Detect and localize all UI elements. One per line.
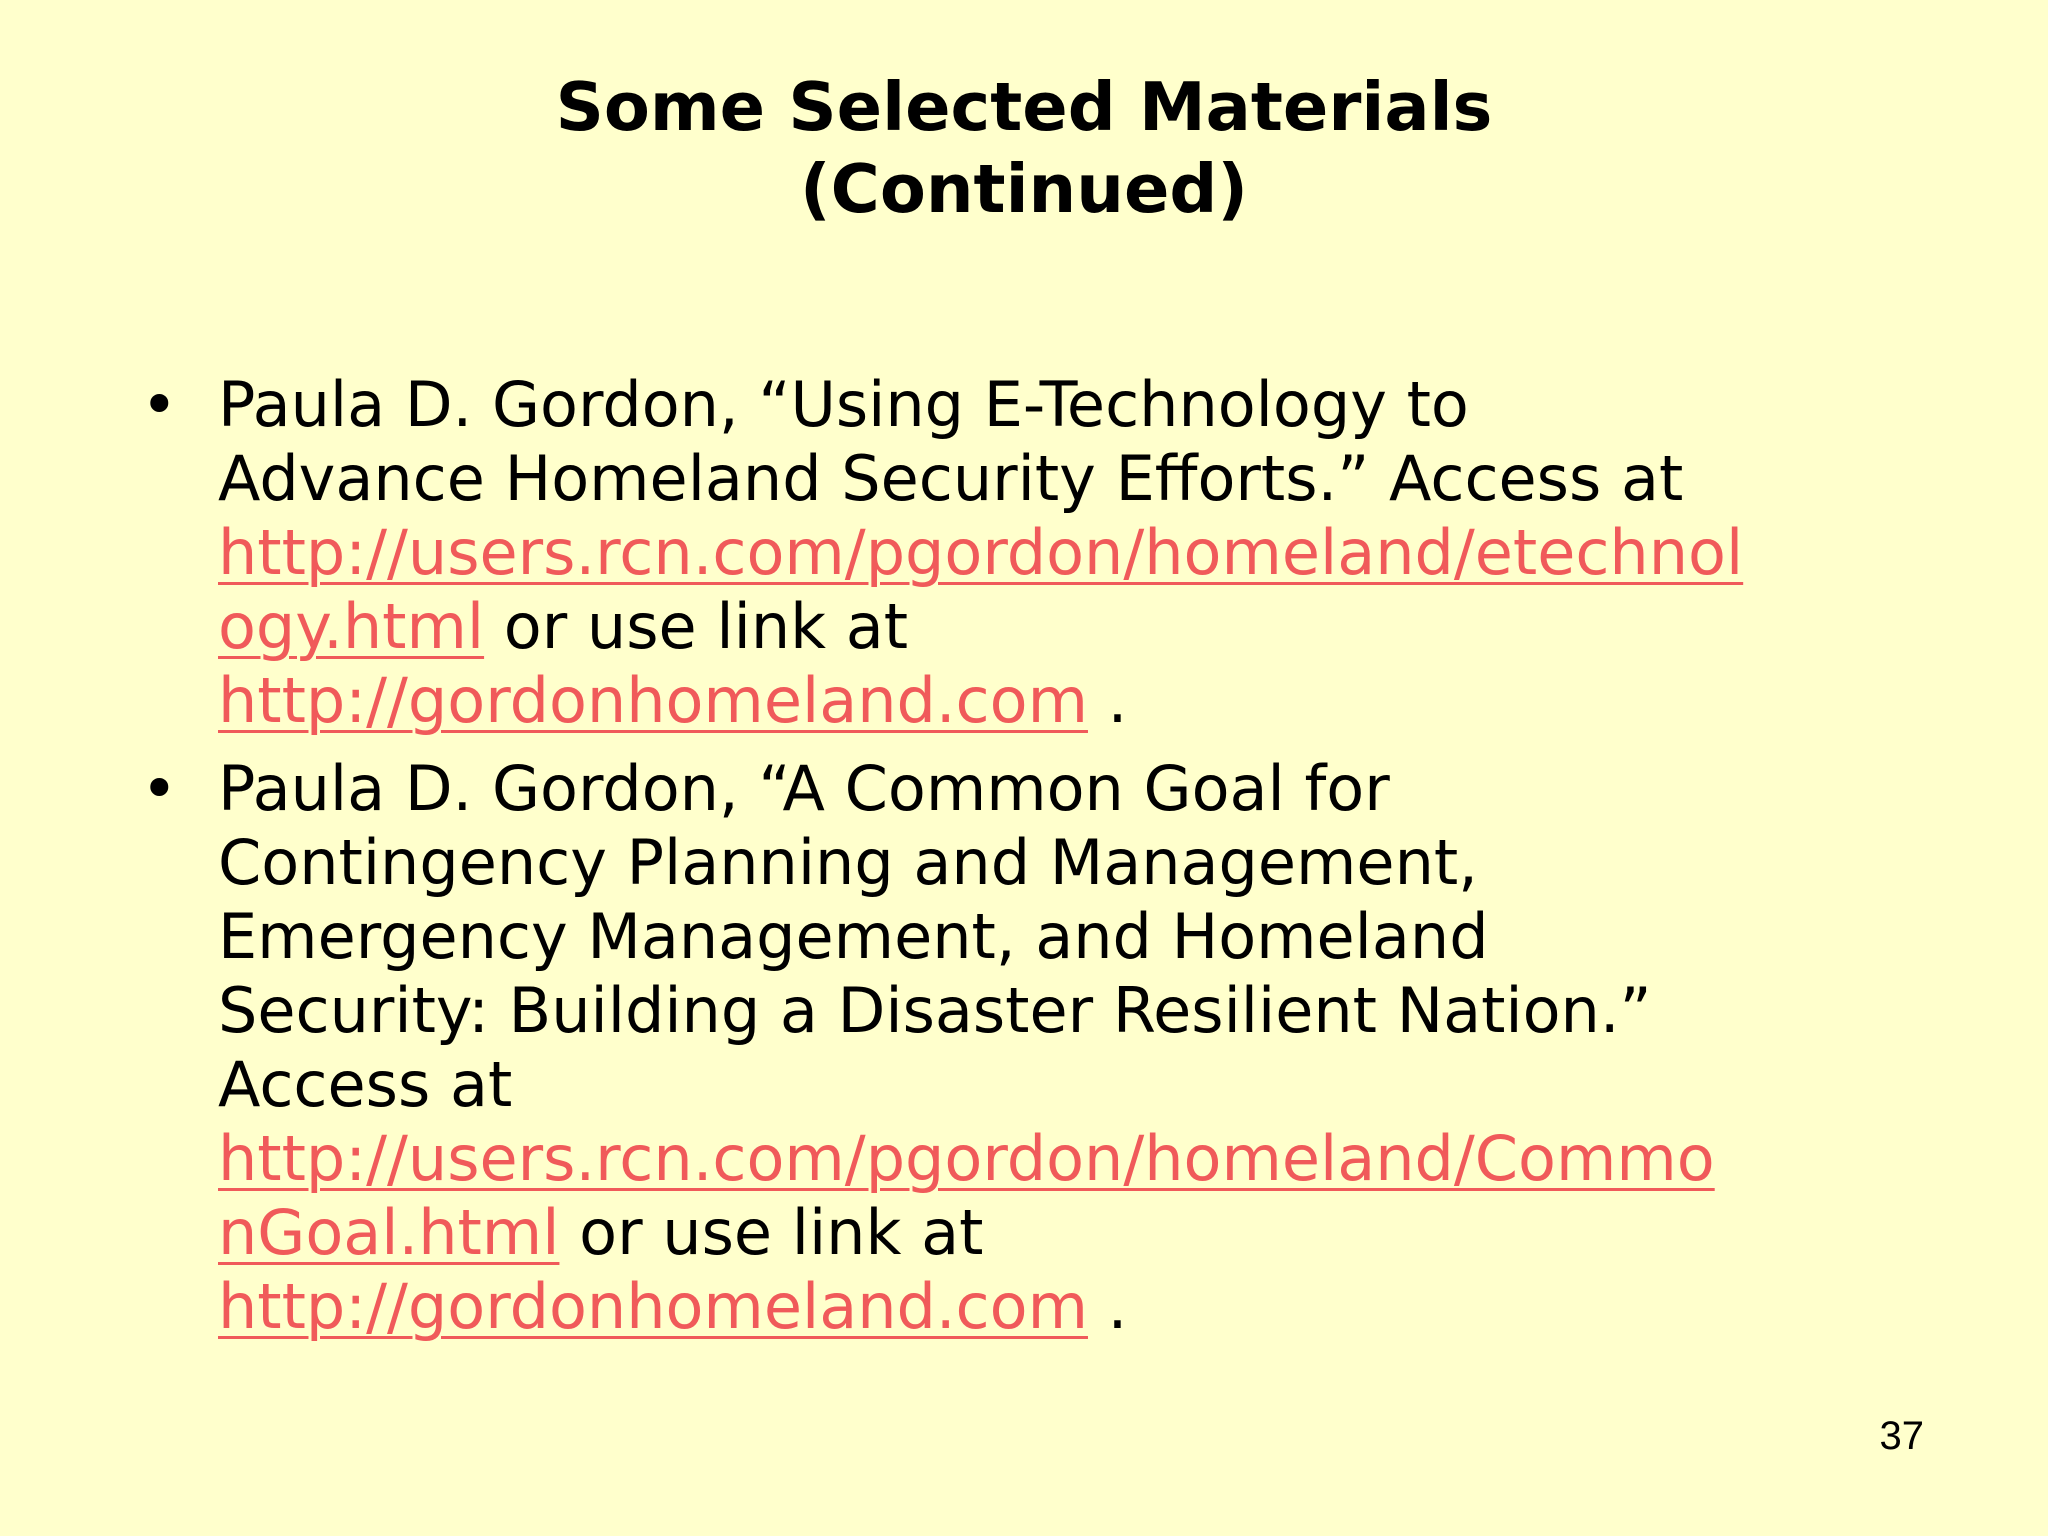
- slide-title-line-1: Some Selected Materials: [555, 68, 1493, 146]
- bullet-2-line-1: Paula D. Gordon, “A Common Goal for: [218, 752, 1390, 825]
- bullet-dot-1: •: [141, 368, 178, 441]
- gordonhomeland-link-2[interactable]: http://gordonhomeland.com: [218, 1270, 1088, 1343]
- slide-title: [0, 66, 2048, 230]
- slide-title-line-2: (Continued): [800, 150, 1248, 228]
- bullet-1-period: .: [1087, 664, 1128, 737]
- bullet-2-line-4: Security: Building a Disaster Resilient Nation.”: [218, 974, 1652, 1047]
- bullet-dot-2: •: [141, 752, 178, 825]
- bullet-1-line-2: Advance Homeland Security Efforts.” Access at: [218, 442, 1684, 515]
- bullet-1-line-5: [218, 664, 1998, 738]
- bullet-item-1: [218, 368, 1998, 738]
- bullet-2-or-use-link-text: or use link at: [559, 1196, 984, 1269]
- bullet-2-line-5: Access at: [218, 1048, 513, 1121]
- common-goal-link-part-1[interactable]: http://users.rcn.com/pgordon/homeland/Commo: [218, 1122, 1715, 1195]
- etechnology-link-part-2[interactable]: ogy.html: [218, 590, 485, 663]
- bullet-2-line-3: Emergency Management, and Homeland: [218, 900, 1489, 973]
- bullet-1-line-1: Paula D. Gordon, “Using E-Technology to: [218, 368, 1469, 441]
- bullet-2-line-7: [218, 1196, 1998, 1270]
- common-goal-link-part-2[interactable]: nGoal.html: [218, 1196, 560, 1269]
- page-number: 37: [1879, 1414, 1924, 1458]
- bullet-2-line-8: [218, 1270, 1998, 1344]
- bullet-2-line-2: Contingency Planning and Management,: [218, 826, 1478, 899]
- bullet-1-line-3: [218, 516, 1998, 590]
- bullet-1-line-4: [218, 590, 1998, 664]
- bullet-2-line-6: [218, 1122, 1998, 1196]
- bullet-1-or-use-link-text: or use link at: [484, 590, 909, 663]
- etechnology-link-part-1[interactable]: http://users.rcn.com/pgordon/homeland/etechnol: [218, 516, 1744, 589]
- bullet-2-period: .: [1087, 1270, 1128, 1343]
- gordonhomeland-link-1[interactable]: http://gordonhomeland.com: [218, 664, 1088, 737]
- bullet-item-2: [218, 752, 1998, 1344]
